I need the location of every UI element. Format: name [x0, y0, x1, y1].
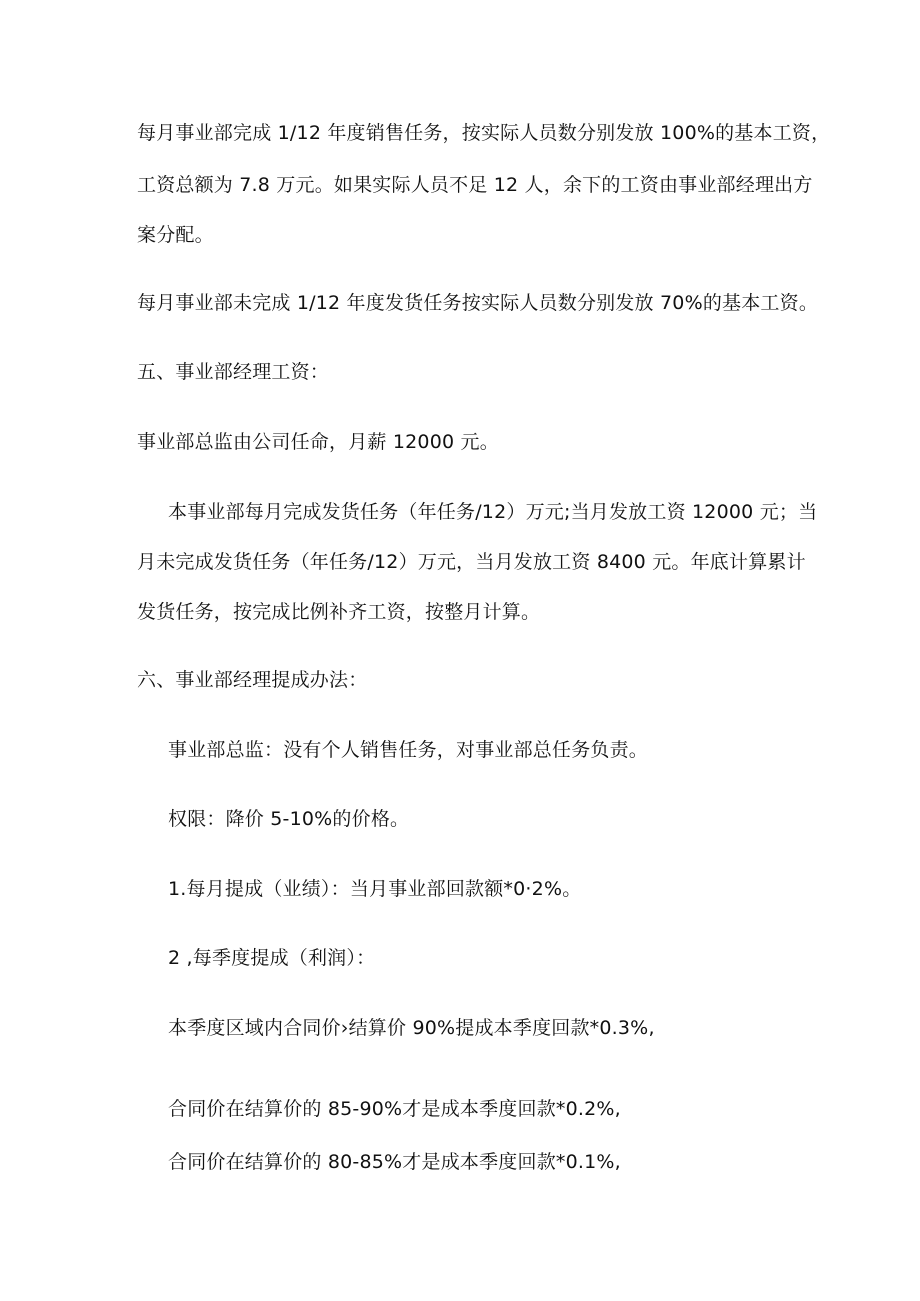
- list-item: 权限：降价 5-10%的价格。: [168, 808, 410, 830]
- para1-line2: 工资总额为 7.8 万元。如果实际人员不足 12 人，余下的工资由事业部经理出方: [137, 174, 813, 196]
- para4-line3: 发货任务，按完成比例补齐工资，按整月计算。: [137, 601, 541, 623]
- list-item: 本季度区域内合同价›结算价 90%提成本季度回款*0.3%,: [168, 1017, 655, 1039]
- list-item: 2 ,每季度提成（利润）：: [168, 947, 376, 969]
- section5-heading: 五、事业部经理工资：: [137, 361, 330, 383]
- para2: 每月事业部未完成 1/12 年度发货任务按实际人员数分别发放 70%的基本工资。: [137, 292, 819, 314]
- para1-line3: 案分配。: [137, 224, 214, 246]
- para1-line1: 每月事业部完成 1/12 年度销售任务，按实际人员数分别发放 100%的基本工资，: [137, 122, 831, 144]
- list-item: 合同价在结算价的 80-85%才是成本季度回款*0.1%,: [168, 1151, 621, 1173]
- list-item: 事业部总监：没有个人销售任务，对事业部总任务负责。: [168, 739, 649, 761]
- para4-line2: 月未完成发货任务（年任务/12）万元，当月发放工资 8400 元。年底计算累计: [137, 551, 806, 573]
- list-item: 1.每月提成（业绩）：当月事业部回款额*0·2%。: [168, 878, 582, 900]
- para3: 事业部总监由公司任命，月薪 12000 元。: [137, 431, 499, 453]
- section6-heading: 六、事业部经理提成办法：: [137, 669, 368, 691]
- list-item: 合同价在结算价的 85-90%才是成本季度回款*0.2%,: [168, 1098, 621, 1120]
- para4-line1: 本事业部每月完成发货任务（年任务/12）万元;当月发放工资 12000 元；当: [168, 501, 818, 523]
